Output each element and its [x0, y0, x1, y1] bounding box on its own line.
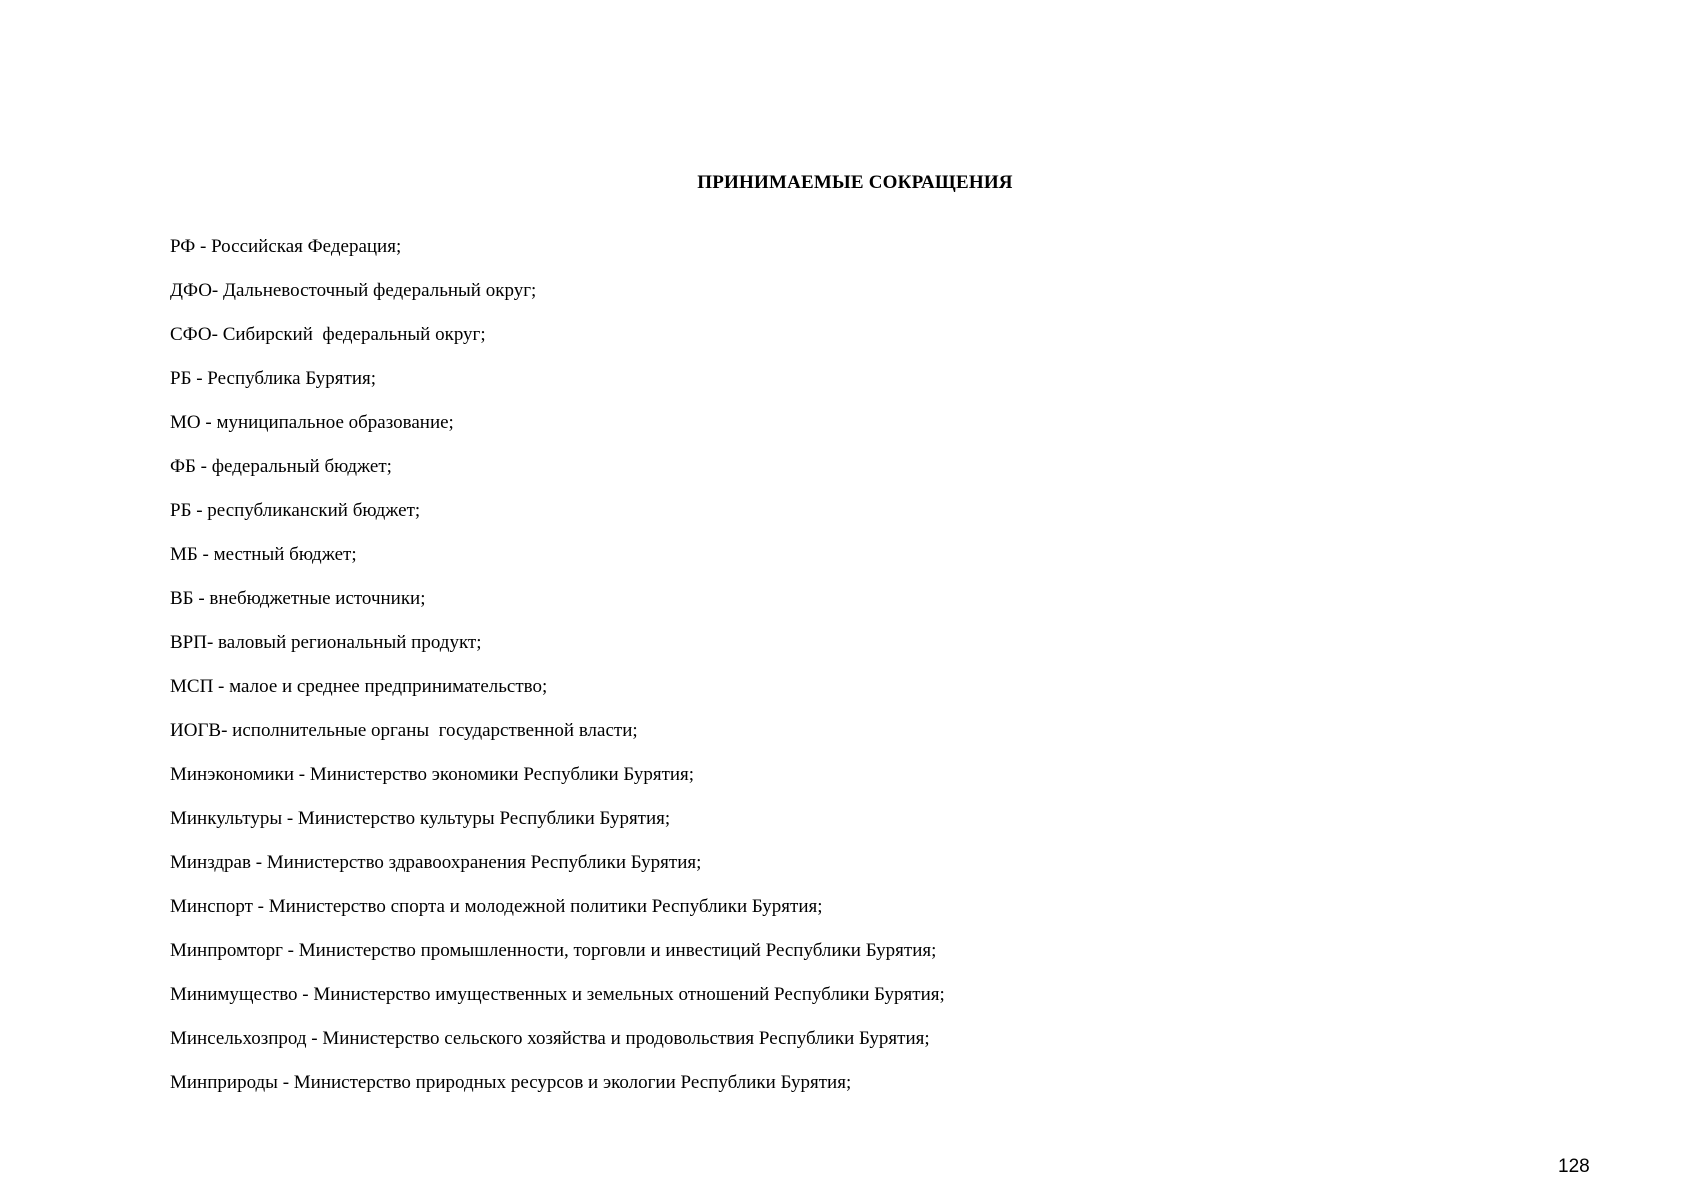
- abbreviation-item: ИОГВ- исполнительные органы государственной власти;: [170, 720, 638, 741]
- abbreviation-item: Минэкономики - Министерство экономики Республики Бурятия;: [170, 764, 695, 785]
- abbreviation-item: ВБ - внебюджетные источники;: [170, 588, 426, 609]
- abbreviation-item: Минимущество - Министерство имущественных и земельных отношений Республики Бурятия;: [170, 984, 945, 1005]
- abbreviation-item: ВРП- валовый региональный продукт;: [170, 632, 482, 653]
- abbreviation-item: Минздрав - Министерство здравоохранения Республики Бурятия;: [170, 852, 702, 873]
- abbreviation-item: РБ - Республика Бурятия;: [170, 368, 377, 389]
- abbreviation-item: МБ - местный бюджет;: [170, 544, 357, 565]
- abbreviation-item: ФБ - федеральный бюджет;: [170, 456, 392, 477]
- abbreviation-item: СФО- Сибирский федеральный округ;: [170, 324, 486, 345]
- abbreviation-item: Минспорт - Министерство спорта и молодежной политики Республики Бурятия;: [170, 896, 823, 917]
- abbreviation-item: Минприроды - Министерство природных ресурсов и экологии Республики Бурятия;: [170, 1072, 852, 1093]
- abbreviation-item: ДФО- Дальневосточный федеральный округ;: [170, 280, 537, 301]
- abbreviation-item: РФ - Российская Федерация;: [170, 236, 402, 257]
- abbreviation-item: Минпромторг - Министерство промышленности, торговли и инвестиций Республики Бурятия;: [170, 940, 937, 961]
- abbreviation-item: МО - муниципальное образование;: [170, 412, 454, 433]
- abbreviation-item: РБ - республиканский бюджет;: [170, 500, 421, 521]
- page-title: ПРИНИМАЕМЫЕ СОКРАЩЕНИЯ: [697, 172, 1013, 193]
- abbreviation-item: Минкультуры - Министерство культуры Республики Бурятия;: [170, 808, 671, 829]
- abbreviation-item: Минсельхозпрод - Министерство сельского хозяйства и продовольствия Республики Бурятия;: [170, 1028, 930, 1049]
- abbreviation-list: [170, 237, 945, 1117]
- page-number: 128: [1558, 1156, 1590, 1177]
- abbreviation-item: МСП - малое и среднее предпринимательство;: [170, 676, 548, 697]
